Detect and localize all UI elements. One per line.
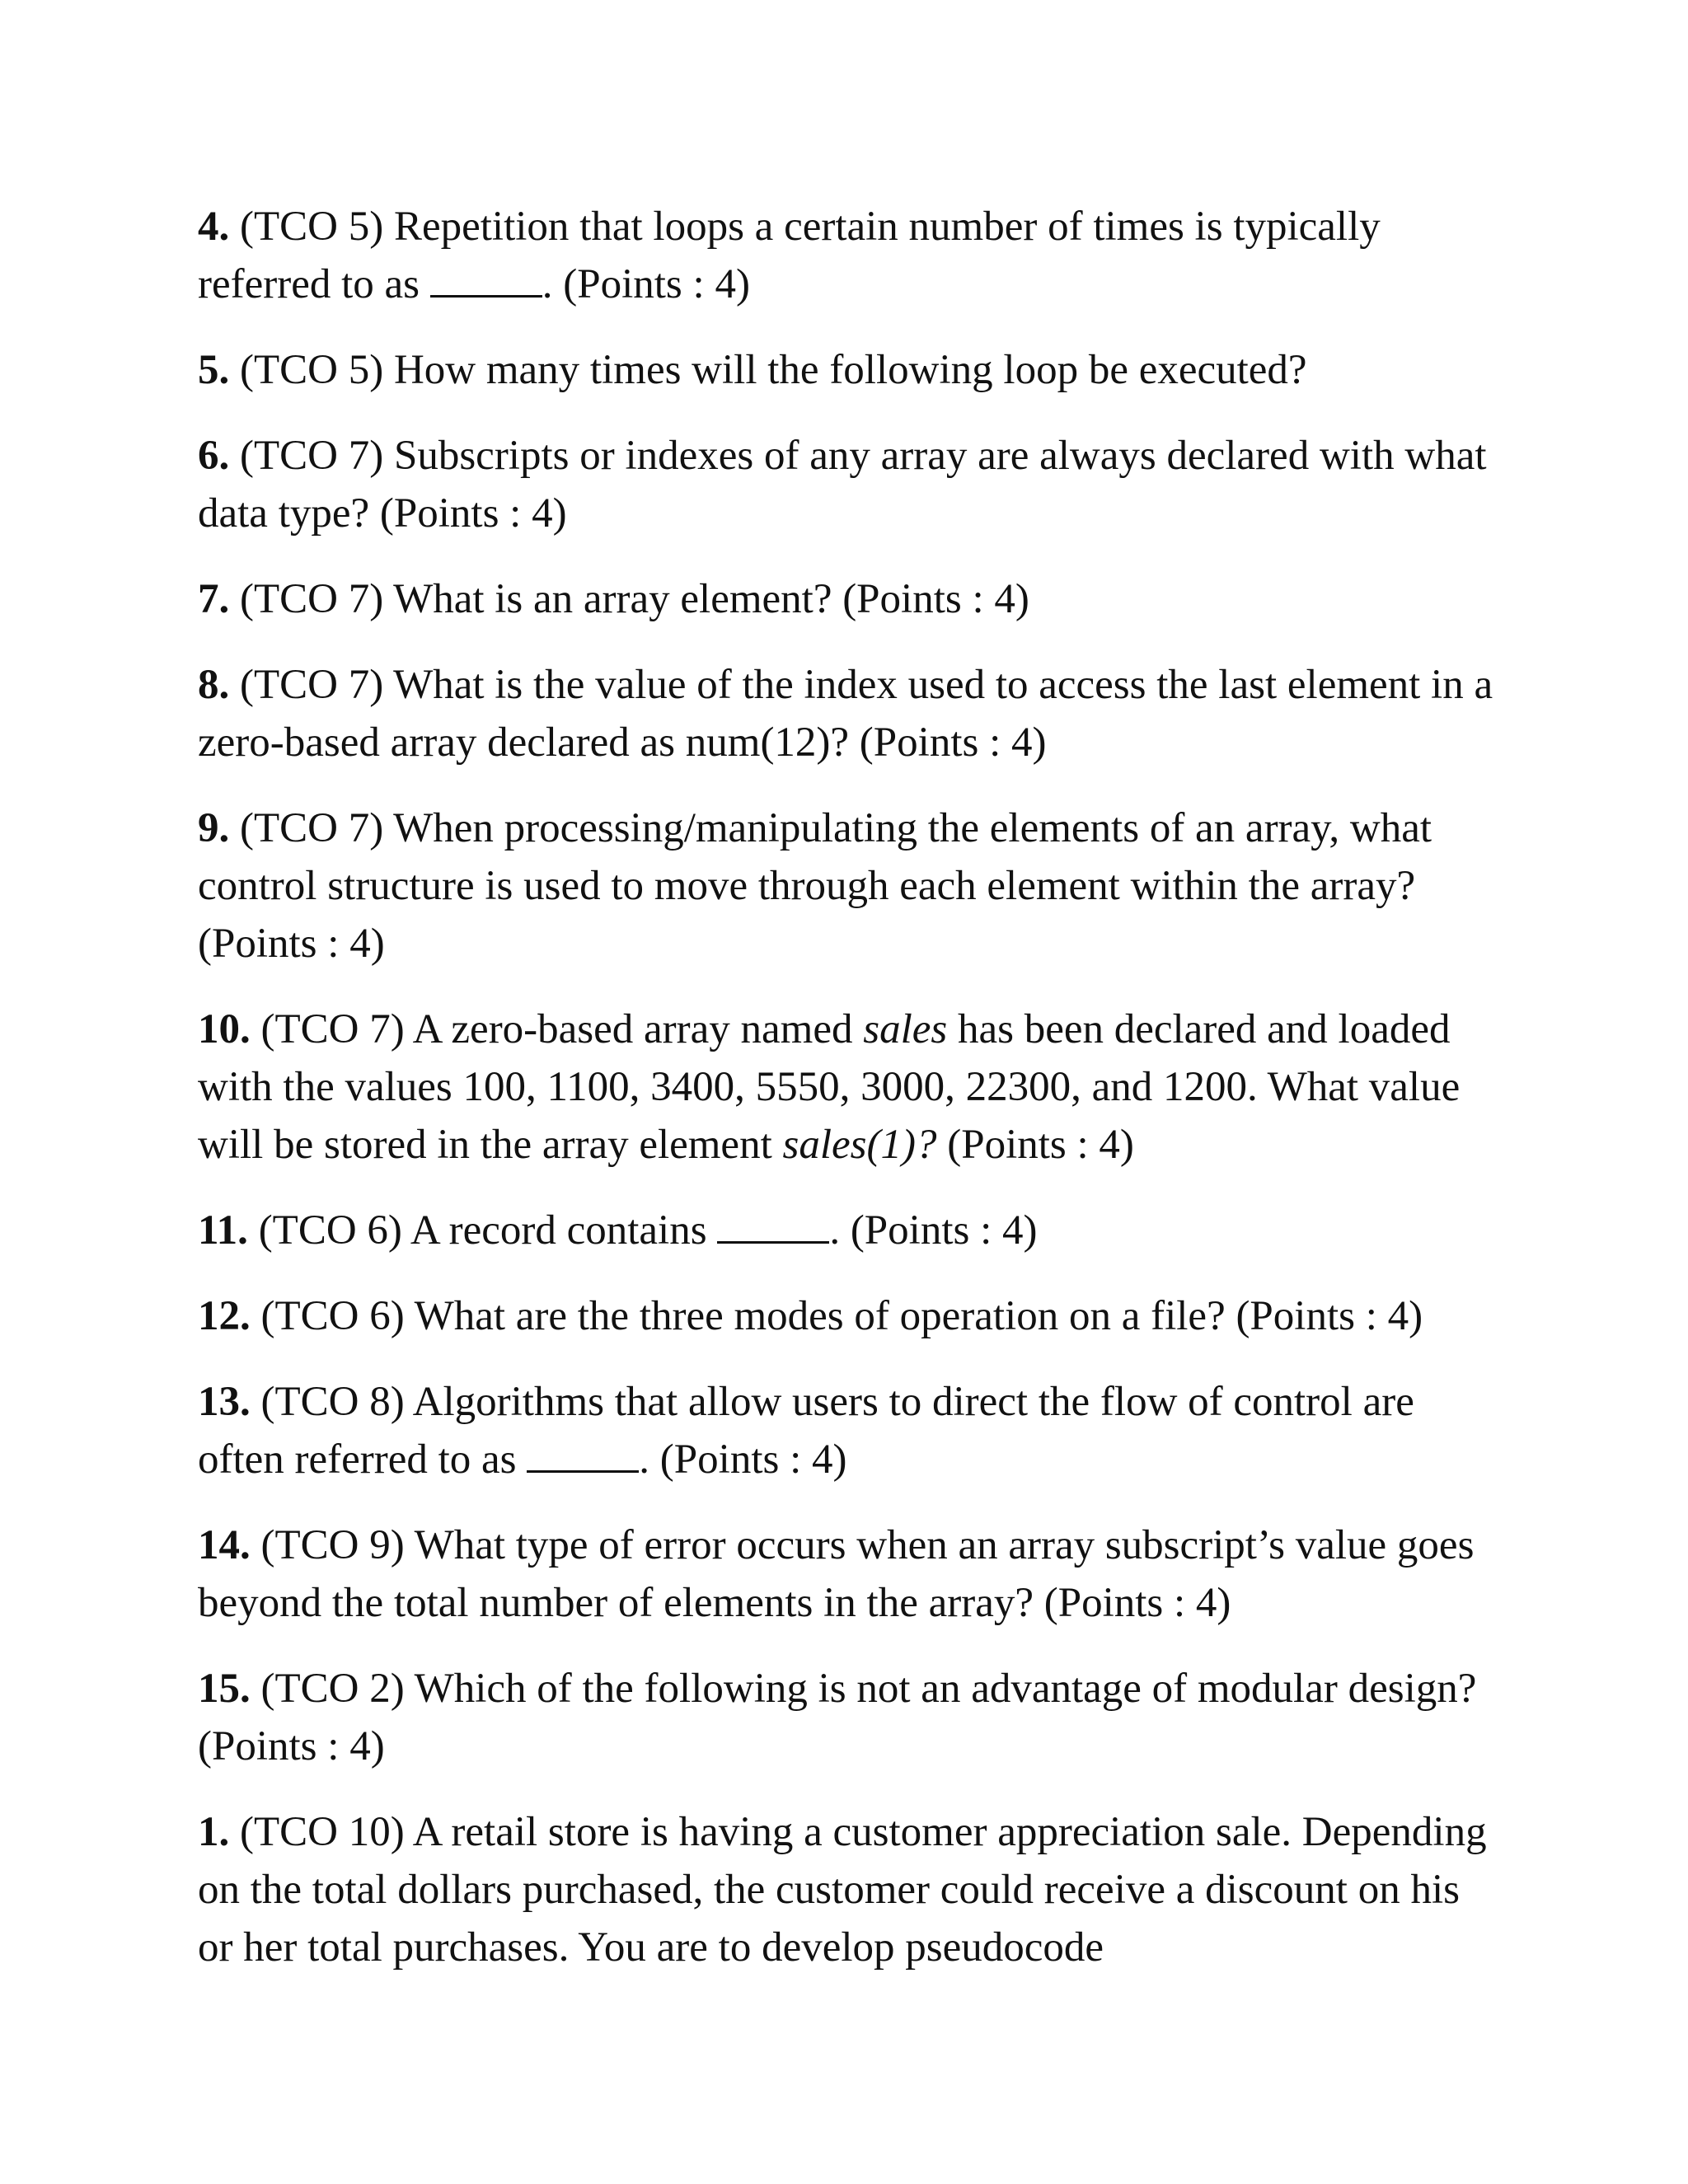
- question-8: [198, 656, 1500, 771]
- question-tco: (TCO 10): [240, 1809, 405, 1855]
- question-1: [198, 1803, 1500, 1976]
- question-number: 13.: [198, 1379, 251, 1425]
- question-9: [198, 799, 1500, 972]
- question-text: Algorithms that allow users to direct the flow of control are often referred to as: [198, 1379, 1414, 1483]
- question-5: [198, 341, 1500, 399]
- question-number: 15.: [198, 1666, 251, 1712]
- question-points: . (Points : 4): [639, 1436, 847, 1483]
- question-tco: (TCO 8): [260, 1379, 405, 1425]
- array-element: sales(1)?: [782, 1122, 937, 1168]
- question-text: has been declared and loaded with the values 100, 1100, 3400, 5550, 3000, 22300, and 1200. What value will be stored in the array element: [198, 1006, 1461, 1168]
- question-tco: (TCO 2): [260, 1666, 405, 1712]
- question-text: Repetition that loops a certain number of times is typically referred to as: [198, 204, 1381, 307]
- question-tco: (TCO 7): [240, 805, 384, 851]
- question-text: What is an array element? (Points : 4): [393, 576, 1029, 622]
- question-number: 7.: [198, 576, 230, 622]
- question-13: [198, 1373, 1500, 1488]
- question-text: When processing/manipulating the elements of an array, what control structure is used to move through each element within the array? (Points : 4): [198, 805, 1432, 967]
- answer-blank: [430, 262, 542, 298]
- question-number: 4.: [198, 204, 230, 250]
- question-number: 10.: [198, 1006, 251, 1052]
- question-number: 6.: [198, 433, 230, 479]
- question-6: [198, 427, 1500, 542]
- question-text: What is the value of the index used to access the last element in a zero-based array declared as num(12)? (Points : 4): [198, 662, 1493, 766]
- question-number: 8.: [198, 662, 230, 708]
- question-text: What type of error occurs when an array subscript’s value goes beyond the total number of elements in the array? (Points : 4): [198, 1522, 1475, 1626]
- question-12: [198, 1287, 1500, 1345]
- answer-blank: [717, 1208, 829, 1244]
- question-tco: (TCO 7): [260, 1006, 405, 1052]
- question-tco: (TCO 6): [258, 1207, 402, 1254]
- question-7: [198, 570, 1500, 628]
- question-text: Which of the following is not an advantage of modular design? (Points : 4): [198, 1666, 1477, 1769]
- question-number: 5.: [198, 347, 230, 393]
- question-number: 14.: [198, 1522, 251, 1568]
- question-number: 12.: [198, 1293, 251, 1339]
- question-text: Subscripts or indexes of any array are always declared with what data type? (Points : 4): [198, 433, 1487, 537]
- question-points: . (Points : 4): [829, 1207, 1038, 1254]
- question-number: 9.: [198, 805, 230, 851]
- question-tco: (TCO 6): [260, 1293, 405, 1339]
- question-number: 11.: [198, 1207, 248, 1254]
- question-tco: (TCO 5): [240, 204, 384, 250]
- question-text: A zero-based array named: [412, 1006, 853, 1052]
- question-15: [198, 1660, 1500, 1775]
- question-10: [198, 1001, 1500, 1174]
- document-page: [198, 198, 1500, 2004]
- question-tco: (TCO 9): [260, 1522, 405, 1568]
- question-text: A retail store is having a customer appreciation sale. Depending on the total dollars purchased, the customer could receive a discount on his or her total purchases. You are to develop pseudocode: [198, 1809, 1487, 1971]
- question-4: [198, 198, 1500, 313]
- answer-blank: [527, 1437, 639, 1473]
- question-tco: (TCO 7): [240, 576, 384, 622]
- question-tco: (TCO 7): [240, 433, 384, 479]
- question-14: [198, 1516, 1500, 1632]
- question-text: What are the three modes of operation on a file? (Points : 4): [414, 1293, 1423, 1339]
- question-points: . (Points : 4): [542, 261, 750, 307]
- array-name: sales: [863, 1006, 948, 1052]
- question-text: How many times will the following loop be executed?: [393, 347, 1307, 393]
- question-number: 1.: [198, 1809, 230, 1855]
- question-points: (Points : 4): [947, 1122, 1134, 1168]
- question-tco: (TCO 5): [240, 347, 384, 393]
- question-tco: (TCO 7): [240, 662, 384, 708]
- question-text: A record contains: [410, 1207, 707, 1254]
- question-11: [198, 1202, 1500, 1259]
